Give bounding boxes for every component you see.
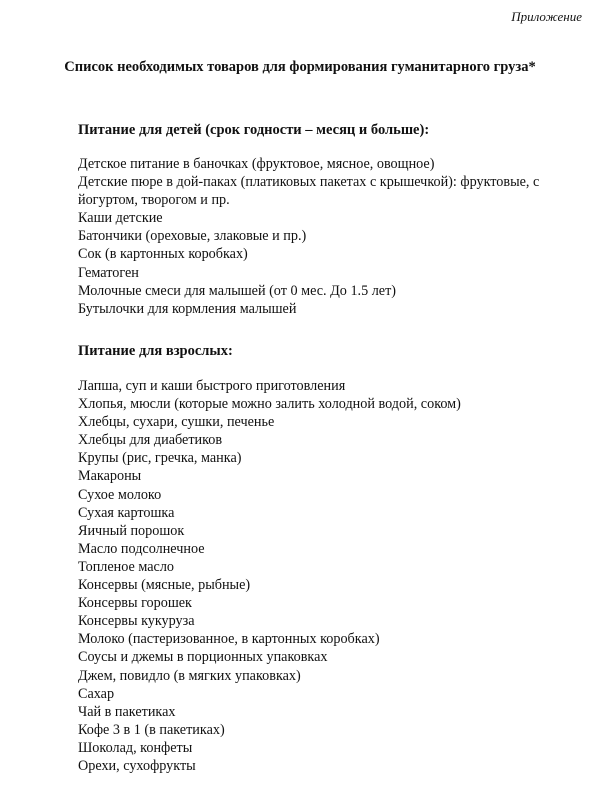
list-item: Чай в пакетиках	[78, 703, 176, 720]
list-item: Детское питание в баночках (фруктовое, мясное, овощное)	[78, 156, 435, 172]
list-item: Каши детские	[78, 210, 163, 227]
list-item: Сок (в картонных коробках)	[78, 246, 248, 263]
adult-food-list	[78, 377, 590, 775]
list-item: Хлебцы для диабетиков	[78, 432, 223, 449]
list-item: Хлопья, мюсли (которые можно залить холодной водой, соком)	[78, 396, 461, 413]
adult-food-section	[78, 342, 590, 775]
list-item: Орехи, сухофрукты	[78, 757, 196, 774]
list-item: Консервы (мясные, рыбные)	[78, 577, 251, 594]
list-item: Бутылочки для кормления малышей	[78, 300, 297, 317]
children-food-section	[78, 121, 590, 318]
list-item: Консервы кукуруза	[78, 613, 195, 630]
appendix-label: Приложение	[511, 9, 582, 24]
list-item: Яичный порошок	[78, 522, 185, 539]
list-item: Соусы и джемы в порционных упаковках	[78, 649, 328, 666]
list-item: Гематоген	[78, 264, 139, 281]
list-item: Батончики (ореховые, злаковые и пр.)	[78, 228, 307, 245]
children-food-list	[78, 155, 590, 318]
list-item: Шоколад, конфеты	[78, 739, 193, 756]
list-item: Хлебцы, сухари, сушки, печенье	[78, 414, 275, 431]
list-item: Топленое масло	[78, 558, 175, 575]
children-food-heading: Питание для детей (срок годности – месяц и больше):	[78, 122, 430, 138]
list-item: Детские пюре в дой-паках (платиковых пакетах с крышечкой): фруктовые, с йогуртом, творогом и пр.	[78, 174, 540, 209]
document-title: Список необходимых товаров для формирования гуманитарного груза*	[64, 59, 536, 75]
list-item: Кофе 3 в 1 (в пакетиках)	[78, 721, 225, 738]
list-item: Молоко (пастеризованное, в картонных коробках)	[78, 631, 380, 648]
list-item: Джем, повидло (в мягких упаковках)	[78, 667, 301, 684]
list-item: Сахар	[78, 685, 115, 702]
list-item: Масло подсолнечное	[78, 540, 205, 557]
list-item: Крупы (рис, гречка, манка)	[78, 450, 242, 467]
list-item: Сухое молоко	[78, 486, 162, 503]
list-item: Консервы горошек	[78, 595, 192, 612]
list-item: Сухая картошка	[78, 504, 175, 521]
adult-food-heading: Питание для взрослых:	[78, 343, 233, 359]
list-item: Макароны	[78, 468, 142, 485]
list-item: Молочные смеси для малышей (от 0 мес. До 1.5 лет)	[78, 282, 397, 299]
list-item: Лапша, суп и каши быстрого приготовления	[78, 378, 346, 394]
